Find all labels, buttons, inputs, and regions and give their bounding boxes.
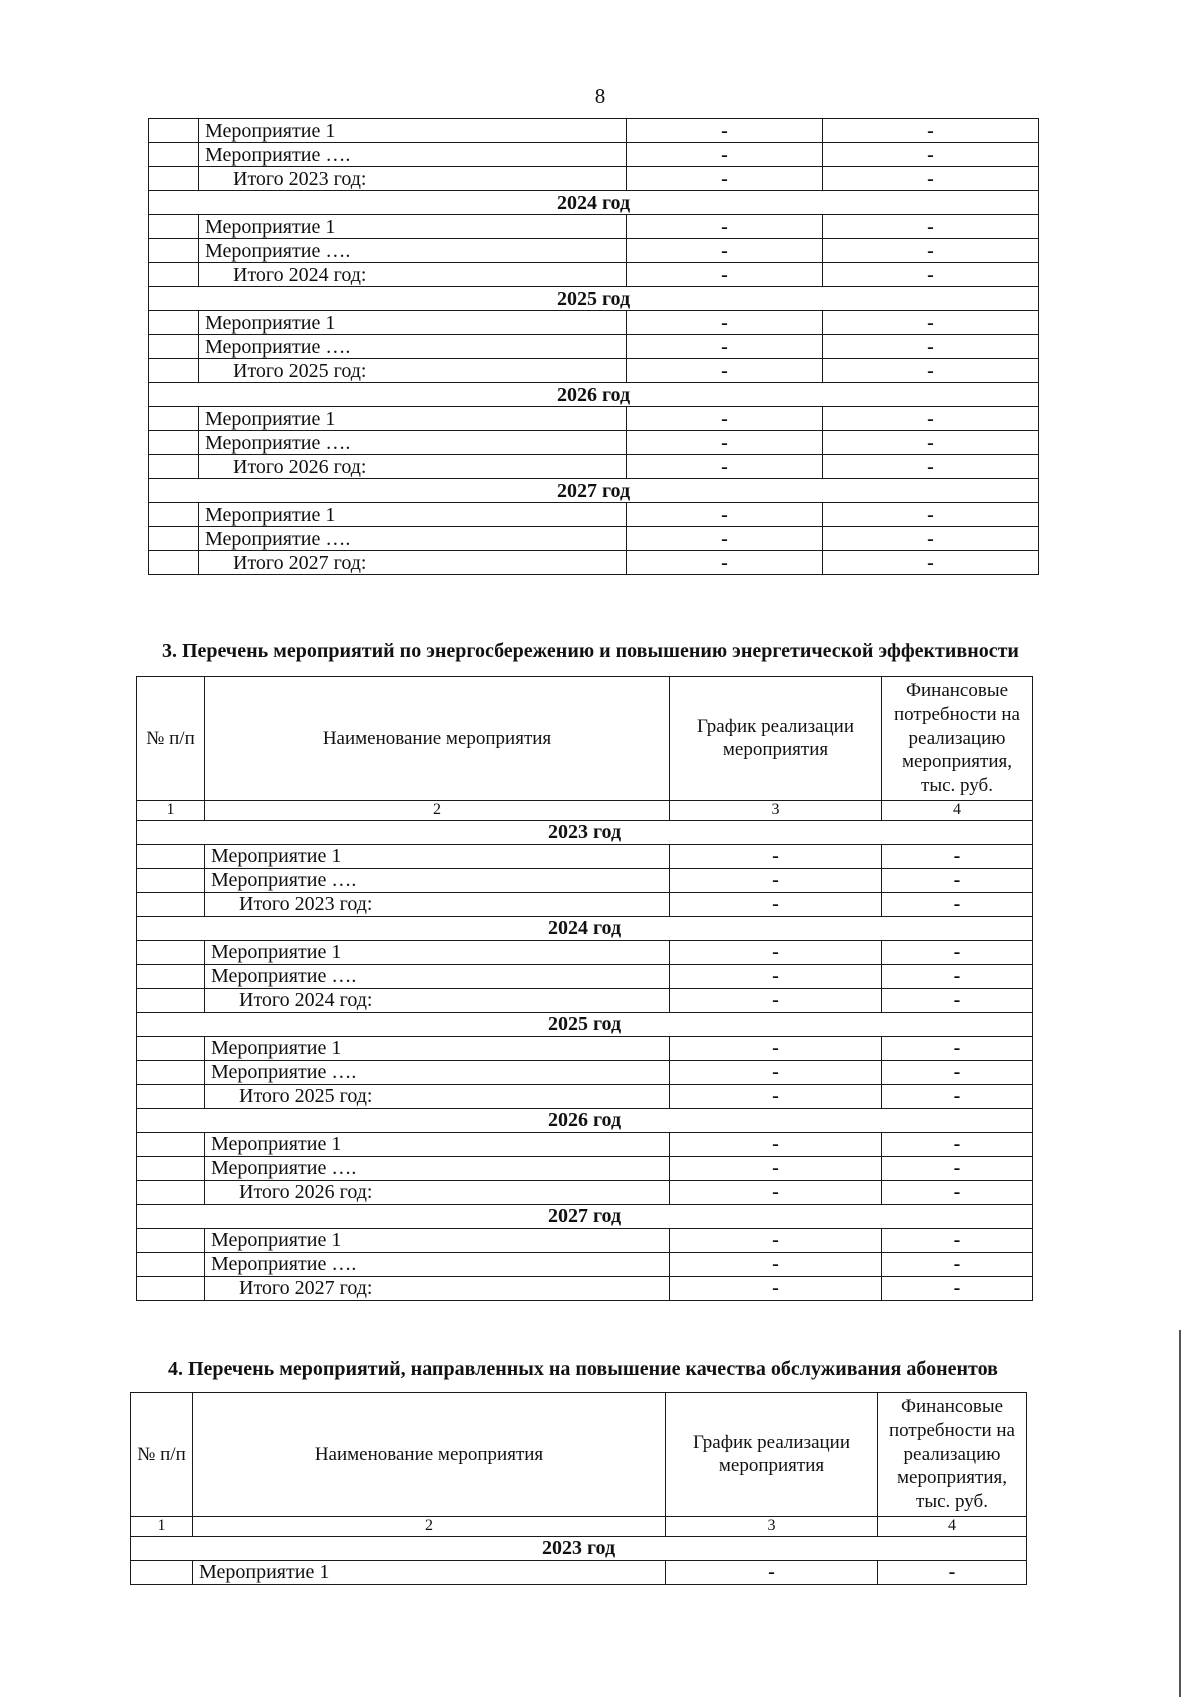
year-total-label: Итого 2023 год: [199,167,627,191]
finance-cell: - [882,844,1033,868]
number-cell [149,503,199,527]
col-index: 2 [205,800,670,820]
finance-cell: - [882,1276,1033,1300]
schedule-cell: - [627,431,823,455]
schedule-cell: - [627,239,823,263]
number-cell [137,1276,205,1300]
schedule-cell: - [670,1228,882,1252]
table-row [131,1560,1027,1584]
table-row [149,359,1039,383]
schedule-cell: - [670,964,882,988]
col-index: 1 [137,800,205,820]
finance-cell: - [882,1132,1033,1156]
schedule-cell: - [627,167,823,191]
schedule-cell: - [670,1156,882,1180]
activity-name: Мероприятие …. [199,527,627,551]
table-row [149,119,1039,143]
col-index: 2 [193,1516,666,1536]
number-cell [137,988,205,1012]
table-row [149,551,1039,575]
year-heading: 2027 год [149,479,1039,503]
schedule-cell: - [627,119,823,143]
activity-name: Мероприятие 1 [199,407,627,431]
year-total-label: Итого 2025 год: [205,1084,670,1108]
col-schedule-header: График реализации мероприятия [670,677,882,801]
activity-name: Мероприятие …. [205,1252,670,1276]
schedule-cell: - [670,1036,882,1060]
finance-cell: - [823,119,1039,143]
column-index-row [131,1516,1027,1536]
col-name-header: Наименование мероприятия [193,1393,666,1517]
schedule-cell: - [627,143,823,167]
table-row [137,1276,1033,1300]
col-finance-header: Финансовые потребности на реализацию мероприятия, тыс. руб. [882,677,1033,801]
schedule-cell: - [627,551,823,575]
finance-cell: - [882,868,1033,892]
table-row [137,868,1033,892]
schedule-cell: - [670,1084,882,1108]
finance-cell: - [882,1252,1033,1276]
table-row [137,892,1033,916]
activity-name: Мероприятие 1 [205,844,670,868]
activity-name: Мероприятие …. [205,1156,670,1180]
schedule-cell: - [627,527,823,551]
table-row [149,239,1039,263]
col-number-header: № п/п [131,1393,193,1517]
table-row [149,335,1039,359]
finance-cell: - [823,431,1039,455]
finance-cell: - [823,143,1039,167]
year-heading: 2026 год [137,1108,1033,1132]
activity-name: Мероприятие …. [205,1060,670,1084]
finance-cell: - [823,359,1039,383]
table-row [137,1036,1033,1060]
year-heading: 2024 год [137,916,1033,940]
number-cell [149,311,199,335]
finance-cell: - [823,551,1039,575]
number-cell [137,868,205,892]
activity-name: Мероприятие …. [199,143,627,167]
number-cell [149,263,199,287]
col-finance-header: Финансовые потребности на реализацию мероприятия, тыс. руб. [878,1393,1027,1517]
table-row [137,940,1033,964]
table-row [149,407,1039,431]
table-row [137,1252,1033,1276]
activity-name: Мероприятие …. [199,239,627,263]
finance-cell: - [823,263,1039,287]
col-index: 4 [878,1516,1027,1536]
number-cell [137,1228,205,1252]
table-row [149,431,1039,455]
finance-cell: - [882,988,1033,1012]
activity-name: Мероприятие 1 [205,1132,670,1156]
finance-cell: - [882,1084,1033,1108]
schedule-cell: - [627,263,823,287]
section-4-title: 4. Перечень мероприятий, направленных на повышение качества обслуживания абонентов [168,1358,998,1380]
table-row [149,263,1039,287]
finance-cell: - [882,1036,1033,1060]
section-3-table [136,676,1033,1301]
finance-cell: - [823,335,1039,359]
year-total-label: Итого 2026 год: [199,455,627,479]
year-heading: 2023 год [131,1536,1027,1560]
table-row [137,1084,1033,1108]
activity-name: Мероприятие …. [205,964,670,988]
activity-name: Мероприятие 1 [205,940,670,964]
activity-name: Мероприятие 1 [199,215,627,239]
col-schedule-header: График реализации мероприятия [666,1393,878,1517]
number-cell [137,1084,205,1108]
finance-cell: - [823,311,1039,335]
finance-cell: - [823,239,1039,263]
year-heading: 2025 год [137,1012,1033,1036]
year-total-label: Итого 2023 год: [205,892,670,916]
number-cell [149,455,199,479]
section-3-title: 3. Перечень мероприятий по энергосбережению и повышению энергетической эффективности [162,640,1019,662]
schedule-cell: - [627,455,823,479]
number-cell [149,143,199,167]
finance-cell: - [878,1560,1027,1584]
year-total-label: Итого 2026 год: [205,1180,670,1204]
number-cell [149,239,199,263]
schedule-cell: - [670,844,882,868]
number-cell [137,1132,205,1156]
col-index: 4 [882,800,1033,820]
year-heading: 2023 год [137,820,1033,844]
activity-name: Мероприятие 1 [199,503,627,527]
finance-cell: - [882,1060,1033,1084]
number-cell [137,940,205,964]
year-total-label: Итого 2024 год: [199,263,627,287]
col-index: 1 [131,1516,193,1536]
activity-name: Мероприятие …. [199,431,627,455]
finance-cell: - [882,1228,1033,1252]
table-row [149,167,1039,191]
activity-name: Мероприятие 1 [205,1228,670,1252]
schedule-cell: - [627,215,823,239]
number-cell [137,1180,205,1204]
finance-cell: - [882,1180,1033,1204]
year-total-label: Итого 2027 год: [199,551,627,575]
finance-cell: - [882,1156,1033,1180]
number-cell [149,167,199,191]
number-cell [137,892,205,916]
number-cell [149,431,199,455]
col-index: 3 [670,800,882,820]
table-row [137,1228,1033,1252]
number-cell [149,335,199,359]
table-row [137,1132,1033,1156]
table-row [137,964,1033,988]
table-row [137,1180,1033,1204]
finance-cell: - [823,503,1039,527]
table-row [137,1060,1033,1084]
schedule-cell: - [670,1252,882,1276]
schedule-cell: - [670,868,882,892]
year-heading: 2027 год [137,1204,1033,1228]
schedule-cell: - [670,1132,882,1156]
schedule-cell: - [670,892,882,916]
finance-cell: - [882,892,1033,916]
number-cell [137,1156,205,1180]
schedule-cell: - [670,1180,882,1204]
table-row [137,1156,1033,1180]
section-4-table [130,1392,1027,1585]
finance-cell: - [823,167,1039,191]
col-number-header: № п/п [137,677,205,801]
schedule-cell: - [670,940,882,964]
number-cell [137,844,205,868]
schedule-cell: - [670,1276,882,1300]
schedule-cell: - [666,1560,878,1584]
number-cell [137,1060,205,1084]
continuation-table [148,118,1039,575]
number-cell [137,1252,205,1276]
number-cell [149,527,199,551]
number-cell [149,359,199,383]
finance-cell: - [882,940,1033,964]
schedule-cell: - [627,335,823,359]
number-cell [149,551,199,575]
activity-name: Мероприятие 1 [193,1560,666,1584]
schedule-cell: - [627,311,823,335]
schedule-cell: - [670,1060,882,1084]
year-total-label: Итого 2025 год: [199,359,627,383]
year-heading: 2025 год [149,287,1039,311]
table-row [137,988,1033,1012]
number-cell [149,215,199,239]
page-number: 8 [594,84,606,108]
table-row [137,844,1033,868]
table-row [149,143,1039,167]
finance-cell: - [823,455,1039,479]
number-cell [137,1036,205,1060]
year-total-label: Итого 2024 год: [205,988,670,1012]
schedule-cell: - [627,359,823,383]
schedule-cell: - [670,988,882,1012]
year-total-label: Итого 2027 год: [205,1276,670,1300]
finance-cell: - [882,964,1033,988]
activity-name: Мероприятие 1 [205,1036,670,1060]
number-cell [149,407,199,431]
schedule-cell: - [627,503,823,527]
table-row [149,311,1039,335]
col-index: 3 [666,1516,878,1536]
finance-cell: - [823,407,1039,431]
number-cell [131,1560,193,1584]
finance-cell: - [823,527,1039,551]
finance-cell: - [823,215,1039,239]
table-row [149,215,1039,239]
year-heading: 2024 год [149,191,1039,215]
column-index-row [137,800,1033,820]
activity-name: Мероприятие …. [205,868,670,892]
year-heading: 2026 год [149,383,1039,407]
scan-edge-line [1179,1330,1181,1697]
activity-name: Мероприятие 1 [199,311,627,335]
col-name-header: Наименование мероприятия [205,677,670,801]
table-row [149,455,1039,479]
activity-name: Мероприятие 1 [199,119,627,143]
table-row [149,527,1039,551]
table-row [149,503,1039,527]
number-cell [137,964,205,988]
activity-name: Мероприятие …. [199,335,627,359]
number-cell [149,119,199,143]
table-header [131,1393,1027,1517]
table-header [137,677,1033,801]
schedule-cell: - [627,407,823,431]
